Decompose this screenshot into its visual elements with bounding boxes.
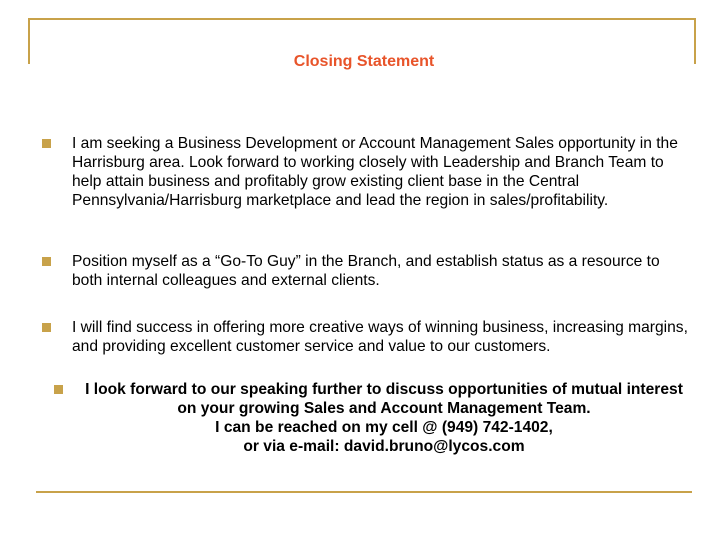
bullet-item-3	[42, 318, 692, 356]
closing-line-3: or via e-mail: david.bruno@lycos.com	[243, 438, 525, 455]
slide-title-text: Closing Statement	[293, 53, 435, 70]
closing-statement	[54, 380, 694, 456]
bullet-text-2: Position myself as a “Go-To Guy” in the Branch, and establish status as a resource to both internal colleagues and external clients.	[72, 253, 660, 289]
closing-line-2: I can be reached on my cell @ (949) 742-1402,	[215, 419, 553, 436]
frame-top-border	[28, 18, 696, 20]
square-bullet-icon	[42, 323, 51, 332]
square-bullet-icon	[42, 257, 51, 266]
square-bullet-icon	[42, 139, 51, 148]
bullet-item-2	[42, 252, 692, 290]
bullet-text-1: I am seeking a Business Development or Account Management Sales opportunity in the Harrisburg area. Look forward to working closely with Leadership and Branch Team to help attain business and profitably grow existing client base in the Central Pennsylvania/Harrisburg marketplace and lead the region in sales/profitability.	[72, 135, 678, 209]
frame-bottom-border	[36, 491, 692, 493]
bullet-item-1	[42, 134, 692, 210]
closing-line-1: I look forward to our speaking further to discuss opportunities of mutual interest on your growing Sales and Account Management Team.	[85, 381, 683, 417]
closing-text	[74, 380, 694, 456]
square-bullet-icon	[54, 385, 63, 394]
slide-title	[0, 53, 728, 71]
bullet-text-3: I will find success in offering more creative ways of winning business, increasing margins, and providing excellent customer service and value to our customers.	[72, 319, 688, 355]
